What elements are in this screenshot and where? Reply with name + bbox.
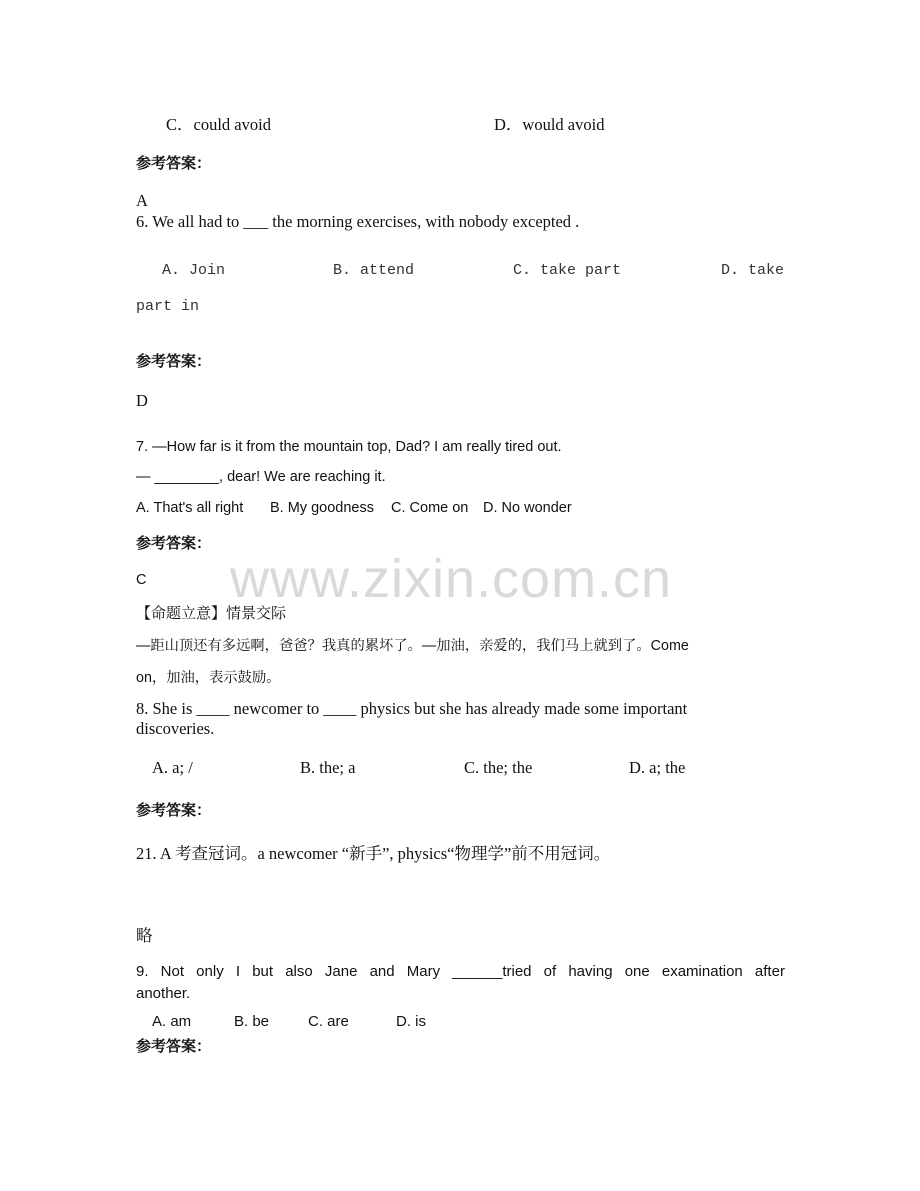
q8-option-d: D. a; the: [629, 758, 686, 777]
q9-word: also: [285, 963, 313, 980]
q7-option-c: C. Come on: [391, 500, 469, 516]
q8-stem-line2: discoveries.: [136, 719, 215, 738]
q6-option-c: C. take part: [513, 262, 622, 279]
q7-answer: C: [136, 572, 147, 588]
q7-option-b: B. My goodness: [270, 500, 374, 516]
q6-option-b: B. attend: [333, 262, 415, 279]
q8-note: 略: [136, 926, 153, 945]
q9-word: ______tried: [452, 963, 532, 980]
q9-option-b: B. be: [234, 1013, 270, 1030]
q5-option-c: C．could avoid: [166, 115, 271, 134]
q6-option-wrap: part in: [136, 298, 200, 315]
q6-option-a: A. Join: [162, 262, 226, 279]
q5-option-d: D．would avoid: [494, 115, 605, 134]
watermark: www.zixin.com.cn: [230, 549, 673, 609]
q6-answer-label: 参考答案：: [136, 352, 212, 370]
q9-option-d: D. is: [396, 1013, 426, 1030]
q7-explain-line2: on，加油，表示鼓励。: [136, 670, 281, 686]
q9-word: one: [624, 963, 650, 980]
q8-stem-line1: 8. She is ____ newcomer to ____ physics but she has already made some important: [136, 699, 688, 718]
q9-answer-label: 参考答案：: [136, 1037, 212, 1055]
q9-word: Not: [160, 963, 185, 980]
q9-word: but: [252, 963, 274, 980]
q6-answer: D: [136, 391, 148, 410]
q9-word: 9.: [136, 963, 149, 980]
q7-note-title: 【命题立意】情景交际: [136, 606, 287, 622]
q7-explain-line1: —距山顶还有多远啊，爸爸？我真的累坏了。—加油，亲爱的，我们马上就到了。Come: [136, 638, 689, 654]
q9-word: after: [754, 963, 785, 980]
q8-option-a: A. a; /: [152, 758, 193, 777]
q9-stem-line2: another.: [136, 985, 191, 1002]
q7-option-a: A. That's all right: [136, 500, 244, 516]
q9-word: Mary: [406, 963, 441, 980]
q9-word: only: [196, 963, 224, 980]
q9-option-a: A. am: [152, 1013, 192, 1030]
q9-stem-line1: [136, 963, 785, 980]
q5-answer-label: 参考答案：: [136, 154, 212, 172]
q9-word: of: [543, 963, 557, 980]
q5-answer: A: [136, 191, 148, 210]
q9-word: examination: [661, 963, 743, 980]
q8-answer-label: 参考答案：: [136, 801, 212, 819]
q6-stem: 6. We all had to ___ the morning exercises, with nobody excepted .: [136, 212, 580, 231]
q7-line2: — ________, dear! We are reaching it.: [136, 469, 386, 485]
q7-answer-label: 参考答案：: [136, 534, 212, 552]
q8-option-b: B. the; a: [300, 758, 356, 777]
q6-option-d: D. take: [721, 262, 785, 279]
q8-option-c: C. the; the: [464, 758, 533, 777]
q9-word: Jane: [324, 963, 358, 980]
q9-option-c: C. are: [308, 1013, 349, 1030]
q7-stem: 7. —How far is it from the mountain top, Dad? I am really tired out.: [136, 439, 562, 455]
q9-word: having: [568, 963, 613, 980]
q9-word: and: [369, 963, 395, 980]
q7-option-d: D. No wonder: [483, 500, 572, 516]
q9-word: I: [235, 963, 241, 980]
q8-explanation: 21. A 考查冠词。a newcomer “新手”, physics“物理学”前不用冠词。: [136, 844, 611, 863]
